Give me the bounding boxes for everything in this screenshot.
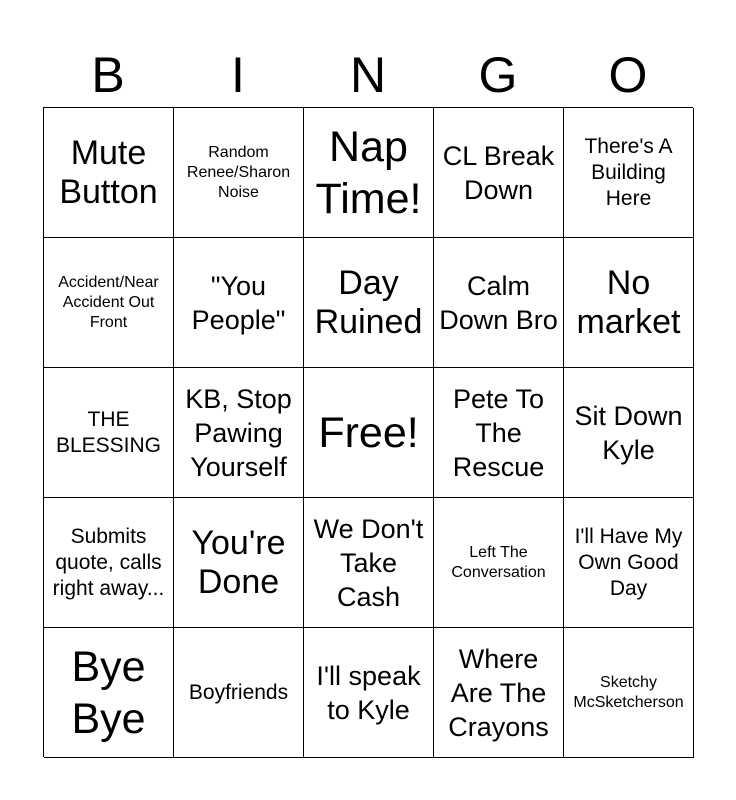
bingo-cell[interactable] [44, 238, 174, 368]
bingo-cell[interactable] [564, 108, 694, 238]
bingo-cell[interactable] [564, 368, 694, 498]
bingo-cell-label: "You People" [191, 270, 286, 335]
bingo-cell-label: Mute Button [59, 133, 158, 211]
bingo-cell[interactable] [174, 498, 304, 628]
bingo-cell[interactable] [174, 628, 304, 758]
bingo-cell-label: Pete To The Rescue [452, 383, 545, 482]
bingo-cell[interactable] [434, 498, 564, 628]
bingo-cell-label: Accident/Near Accident Out Front [58, 273, 159, 331]
bingo-cell-free[interactable] [304, 368, 434, 498]
bingo-cell[interactable] [564, 498, 694, 628]
bingo-cell[interactable] [304, 628, 434, 758]
bingo-cell-label: Sketchy McSketcherson [573, 673, 684, 711]
bingo-cell-label: Day Ruined [314, 263, 423, 341]
bingo-cell-label: THE BLESSING [55, 407, 162, 457]
bingo-cell-label: Submits quote, calls right away... [52, 524, 165, 600]
bingo-cell-label: I'll Have My Own Good Day [574, 524, 683, 600]
bingo-header [43, 42, 693, 108]
bingo-cell[interactable] [44, 108, 174, 238]
bingo-cell[interactable] [44, 368, 174, 498]
header-letter-i: I [231, 47, 245, 103]
bingo-cell-label: We Don't Take Cash [313, 513, 424, 612]
bingo-cell-label: Left The Conversation [451, 543, 546, 581]
bingo-cell[interactable] [434, 108, 564, 238]
free-space-label: Free! [318, 408, 419, 457]
bingo-cell-label: I'll speak to Kyle [316, 660, 421, 725]
bingo-cell-label: Sit Down Kyle [574, 400, 683, 465]
bingo-cell-label: You're Done [191, 523, 286, 601]
header-letter-g: G [478, 47, 518, 103]
bingo-cell-label: Random Renee/Sharon Noise [186, 143, 291, 201]
bingo-cell-label: No market [576, 263, 681, 341]
bingo-cell[interactable] [44, 498, 174, 628]
bingo-cell[interactable] [434, 628, 564, 758]
bingo-cell[interactable] [174, 368, 304, 498]
bingo-cell-label: Boyfriends [188, 680, 289, 704]
bingo-cell[interactable] [564, 628, 694, 758]
bingo-cell-label: Bye Bye [71, 642, 146, 743]
bingo-cell-label: KB, Stop Pawing Yourself [185, 383, 292, 482]
bingo-cell[interactable] [174, 108, 304, 238]
bingo-cell[interactable] [564, 238, 694, 368]
header-letter-b: B [91, 47, 125, 103]
bingo-cell[interactable] [304, 108, 434, 238]
bingo-cell[interactable] [174, 238, 304, 368]
bingo-cell-label: There's A Building Here [584, 134, 673, 210]
bingo-cell[interactable] [304, 498, 434, 628]
bingo-cell-label: CL Break Down [442, 140, 555, 205]
bingo-cell[interactable] [304, 238, 434, 368]
bingo-cell-label: Nap Time! [315, 122, 422, 223]
bingo-cell-label: Calm Down Bro [439, 270, 558, 335]
bingo-card-grid [43, 107, 693, 757]
header-letter-o: O [608, 47, 648, 103]
bingo-cell[interactable] [44, 628, 174, 758]
bingo-cell[interactable] [434, 368, 564, 498]
bingo-cell[interactable] [434, 238, 564, 368]
bingo-cell-label: Where Are The Crayons [448, 643, 549, 742]
header-letter-n: N [349, 47, 387, 103]
